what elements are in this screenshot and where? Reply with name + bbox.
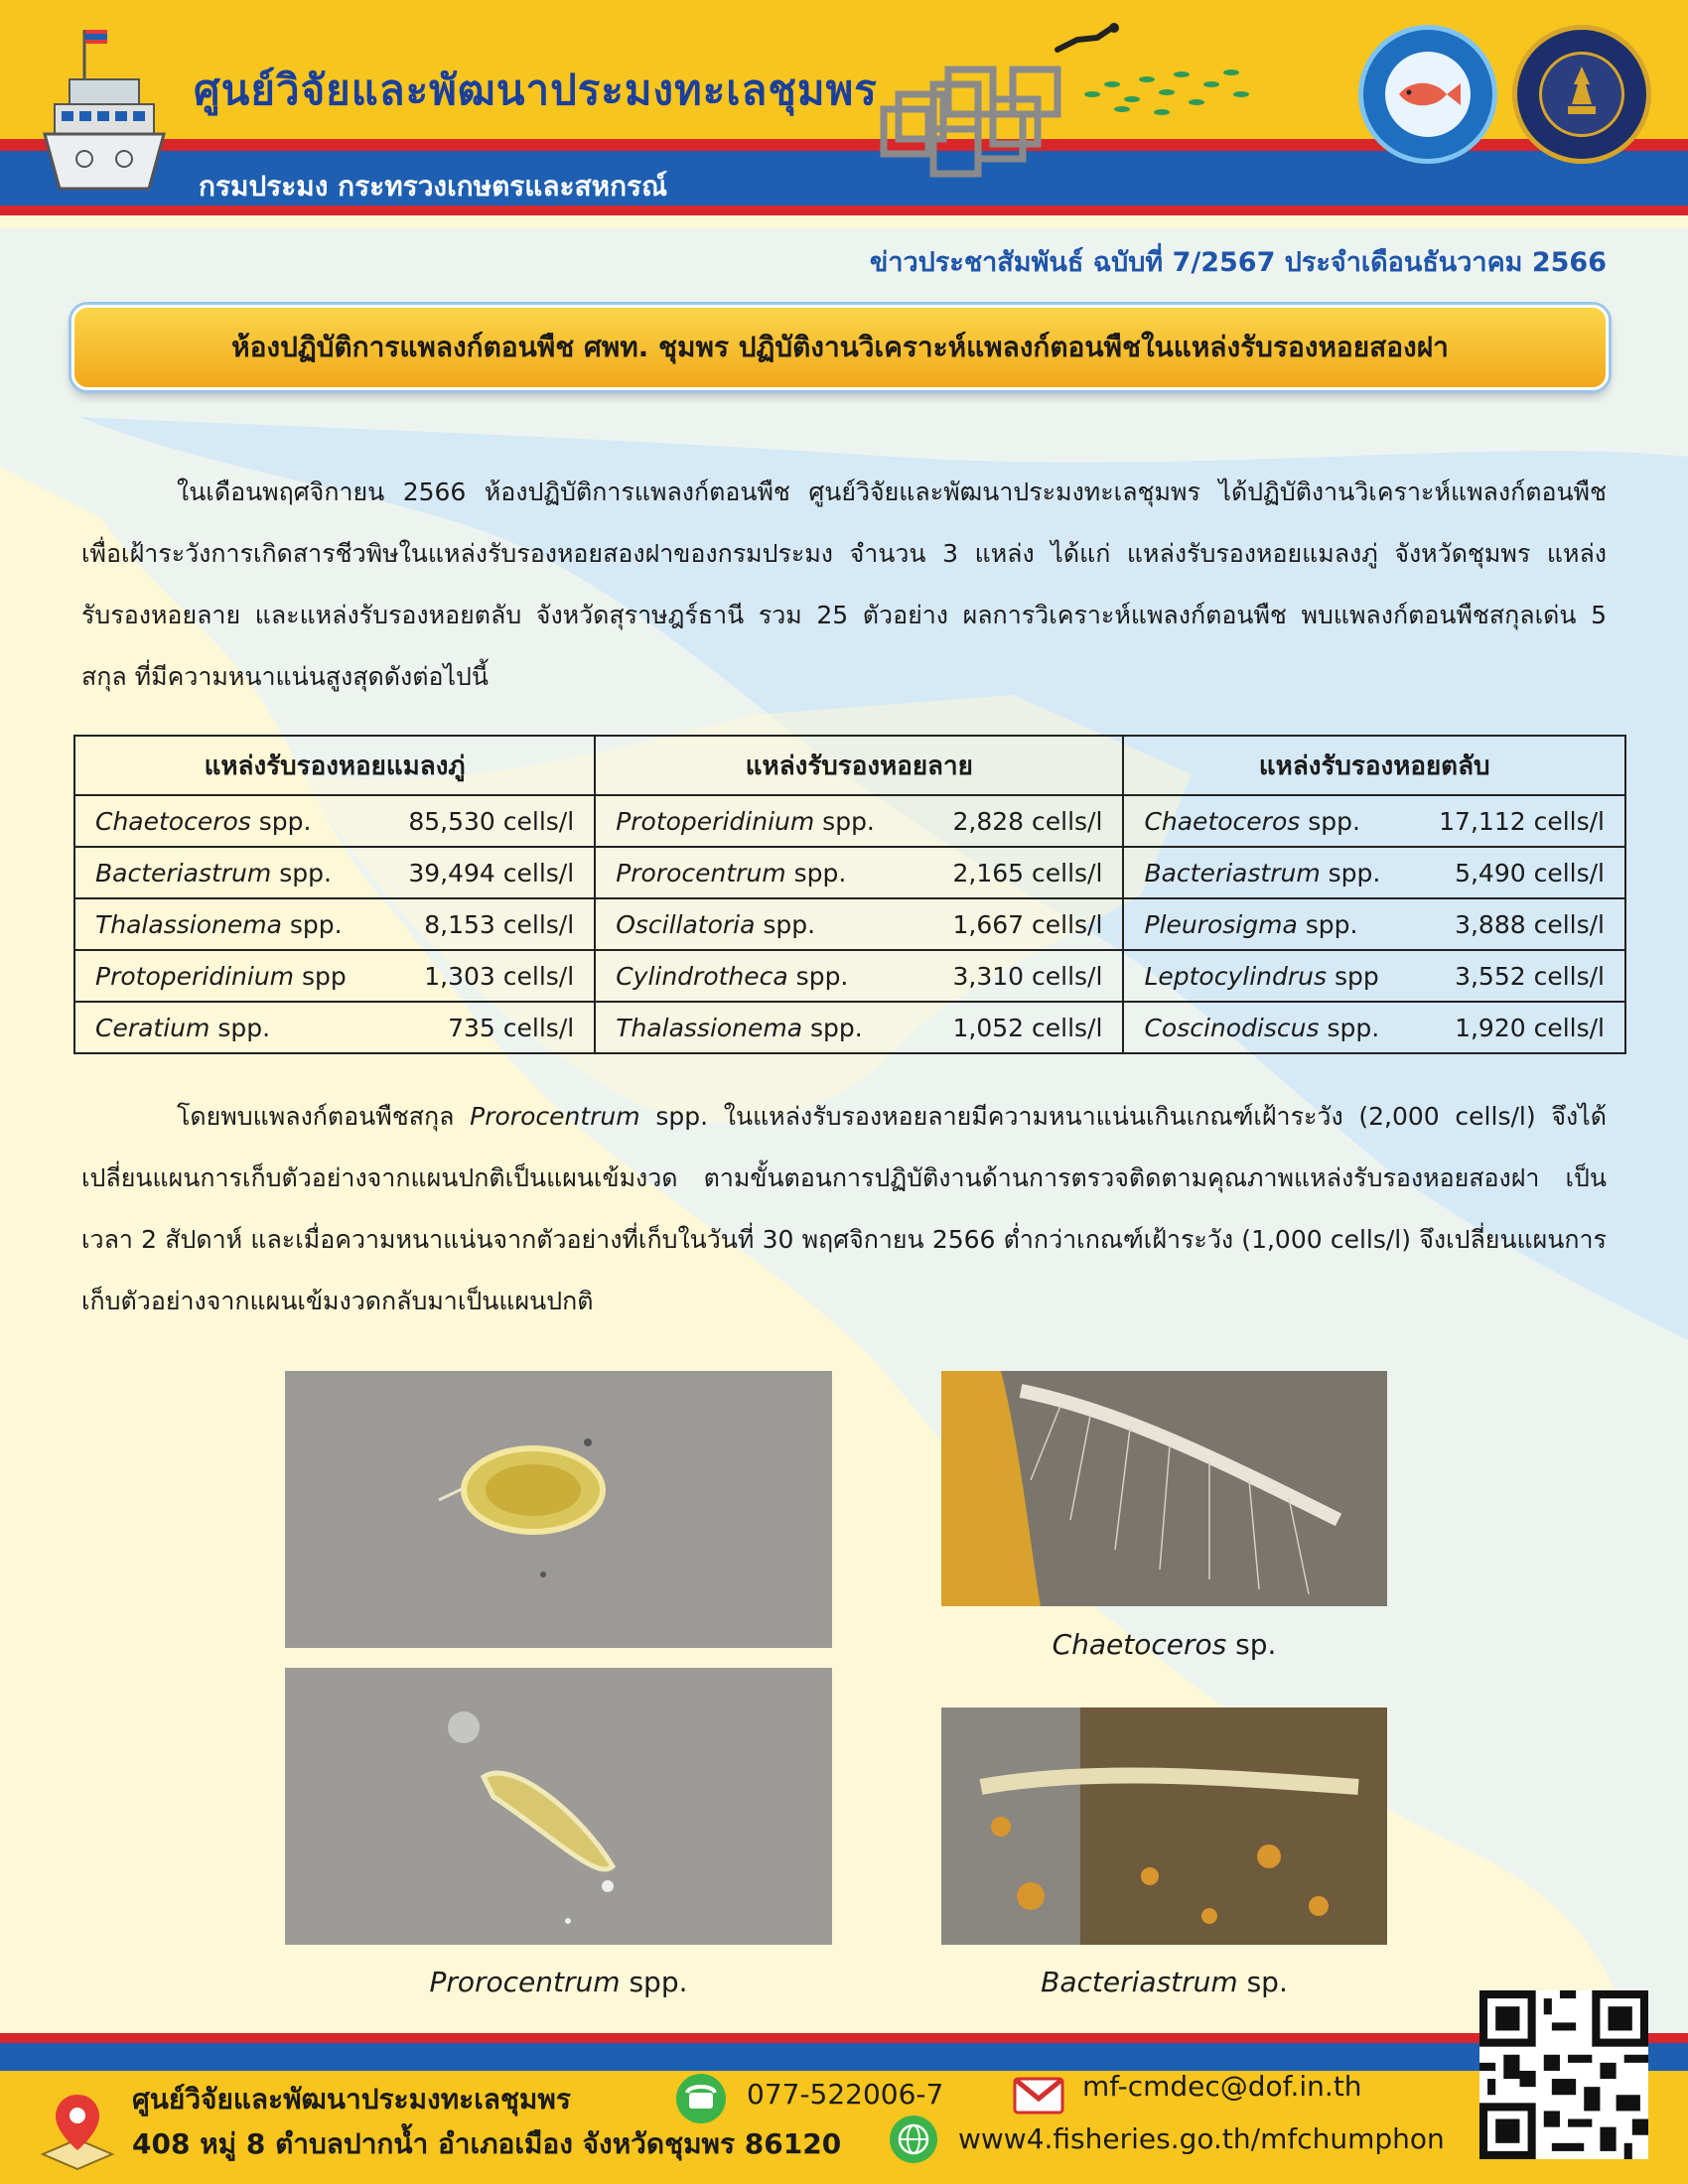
table-row [74, 1002, 1625, 1053]
caption-suffix: sp. [1235, 1628, 1277, 1661]
genus-name: Ceratium [95, 1013, 211, 1042]
caption-chaetoceros [993, 1628, 1336, 1661]
table-cell [1123, 950, 1625, 1002]
result-paragraph-genus: Prorocentrum [470, 1102, 640, 1131]
genus-suffix: spp. [258, 806, 312, 836]
table-cell [74, 795, 595, 847]
fish-school-icon [1072, 55, 1261, 124]
result-paragraph-before: โดยพบแพลงก์ตอนพืชสกุล [177, 1102, 455, 1131]
genus-name: Thalassionema [616, 1013, 803, 1042]
chaetoceros-photo [941, 1371, 1387, 1606]
fish-icon [1385, 52, 1471, 137]
header-subtitle: กรมประมง กระทรวงเกษตรและสหกรณ์ [199, 170, 668, 203]
table-cell [595, 1002, 1123, 1053]
density-value: 1,667 cells/l [952, 909, 1103, 939]
dof-seal-logo [1512, 25, 1651, 164]
genus-suffix: spp [1334, 961, 1379, 991]
genus-suffix: spp. [1327, 1013, 1380, 1042]
footer-org: ศูนย์วิจัยและพัฒนาประมงทะเลชุมพร [132, 2083, 571, 2116]
caption-suffix: spp. [629, 1966, 688, 1998]
density-value: 3,552 cells/l [1455, 961, 1605, 991]
bacteriastrum-photo [941, 1707, 1387, 1945]
genus-name: Chaetoceros [95, 806, 251, 836]
result-paragraph [81, 1086, 1607, 1332]
seal-figure-icon [1542, 55, 1621, 134]
prorocentrum-photo-2 [285, 1668, 832, 1945]
genus-name: Leptocylindrus [1144, 961, 1328, 991]
density-value: 17,112 cells/l [1439, 806, 1605, 836]
genus-suffix: spp. [217, 1013, 271, 1042]
density-value: 3,310 cells/l [952, 961, 1103, 991]
footer-website[interactable]: www4.fisheries.go.th/mfchumphon [958, 2122, 1445, 2155]
qr-code[interactable] [1479, 1990, 1648, 2159]
genus-suffix: spp. [1328, 858, 1381, 887]
table-cell [1123, 795, 1625, 847]
table-cell [595, 898, 1123, 950]
table-row [74, 795, 1625, 847]
footer-stripe-red [0, 2033, 1688, 2043]
genus-name: Protoperidinium [616, 806, 815, 836]
footer-stripe-blue [0, 2043, 1688, 2071]
density-value: 8,153 cells/l [424, 909, 575, 939]
genus-name: Bacteriastrum [95, 858, 272, 887]
genus-name: Pleurosigma [1144, 909, 1298, 939]
result-paragraph-after: spp. ในแหล่งรับรองหอยลายมีความหนาแน่นเกินเกณฑ์เฝ้าระวัง (2,000 cells/l) จึงได้เปลี่ยนแผนการเก็บตัวอย่างจากแผนปกติเป็นแผนเข้มงวด ตามขั้นตอนการปฏิบัติงานด้านการตรวจติดตามคุณภาพแหล่งรับรองหอยสองฝา เป็นเวลา 2 สัปดาห์ และเมื่อความหนาแน่นจากตัวอย่างที่เก็บในวันที่ 30 พฤศจิกายน 2566 ต่ำกว่าเกณฑ์เฝ้าระวัง (1,000 cells/l) จึงเปลี่ยนแผนการเก็บตัวอย่างจากแผนเข้มงวดกลับมาเป็นแผนปกติ [81, 1102, 1607, 1315]
genus-suffix: spp [301, 961, 347, 991]
header-title: ศูนย์วิจัยและพัฒนาประมงทะเลชุมพร [194, 66, 878, 114]
density-value: 3,888 cells/l [1455, 909, 1605, 939]
dof-seal-inner [1539, 52, 1624, 137]
footer-email[interactable]: mf-cmdec@dof.in.th [1082, 2070, 1362, 2103]
caption-genus: Bacteriastrum [1041, 1966, 1238, 1998]
phytoplankton-table [73, 735, 1626, 1054]
table-row [74, 847, 1625, 898]
genus-suffix: spp. [289, 909, 343, 939]
table-cell [595, 950, 1123, 1002]
headline-banner: ห้องปฏิบัติการแพลงก์ตอนพืช ศพท. ชุมพร ปฏิบัติงานวิเคราะห์แพลงก์ตอนพืชในแหล่งรับรองหอยสองฝา [71, 305, 1609, 390]
caption-genus: Prorocentrum [429, 1966, 621, 1998]
ship-icon [40, 20, 169, 194]
caption-bacteriastrum [993, 1966, 1336, 1998]
genus-name: Cylindrotheca [616, 961, 788, 991]
table-row [74, 950, 1625, 1002]
caption-prorocentrum [377, 1966, 740, 1998]
table-row [74, 898, 1625, 950]
intro-paragraph-text: ในเดือนพฤศจิกายน 2566 ห้องปฏิบัติการแพลงก์ตอนพืช ศูนย์วิจัยและพัฒนาประมงทะเลชุมพร ได้ปฏิบัติงานวิเคราะห์แพลงก์ตอนพืช เพื่อเฝ้าระวังการเกิดสารชีวพิษในแหล่งรับรองหอยสองฝาของกรมประมง จำนวน 3 แหล่ง ได้แก่ แหล่งรับรองหอยแมลงภู่ จังหวัดชุมพร แหล่งรับรองหอยลาย และแหล่งรับรองหอยตลับ จังหวัดสุราษฎร์ธานี รวม 25 ตัวอย่าง ผลการวิเคราะห์แพลงก์ตอนพืช พบแพลงก์ตอนพืชสกุลเด่น 5 สกุล ที่มีความหนาแน่นสูงสุดดังต่อไปนี้ [81, 478, 1607, 691]
density-value: 735 cells/l [448, 1013, 575, 1042]
density-value: 1,920 cells/l [1455, 1013, 1605, 1042]
genus-name: Oscillatoria [616, 909, 756, 939]
density-value: 5,490 cells/l [1455, 858, 1605, 887]
density-value: 2,828 cells/l [952, 806, 1103, 836]
email-icon [1013, 2073, 1064, 2116]
genus-suffix: spp. [795, 961, 849, 991]
issue-line: ข่าวประชาสัมพันธ์ ฉบับที่ 7/2567 ประจำเดือนธันวาคม 2566 [869, 247, 1607, 278]
table-cell [595, 847, 1123, 898]
intro-paragraph [81, 462, 1607, 708]
page-header [0, 0, 1688, 228]
density-value: 2,165 cells/l [952, 858, 1103, 887]
genus-name: Coscinodiscus [1144, 1013, 1320, 1042]
genus-suffix: spp. [822, 806, 875, 836]
location-icon [38, 2085, 117, 2174]
genus-suffix: spp. [1305, 909, 1358, 939]
density-value: 85,530 cells/l [408, 806, 575, 836]
diver-icon [1053, 20, 1122, 60]
density-value: 39,494 cells/l [408, 858, 575, 887]
genus-name: Chaetoceros [1144, 806, 1301, 836]
genus-suffix: spp. [1308, 806, 1360, 836]
table-cell [74, 847, 595, 898]
table-cell [74, 950, 595, 1002]
genus-suffix: spp. [810, 1013, 863, 1042]
genus-suffix: spp. [763, 909, 816, 939]
genus-name: Prorocentrum [616, 858, 786, 887]
caption-suffix: sp. [1246, 1966, 1288, 1998]
footer-phone[interactable]: 077-522006-7 [747, 2078, 944, 2111]
fish-logo [1358, 25, 1497, 164]
phone-icon [675, 2073, 727, 2124]
fish-logo-inner [1385, 52, 1471, 137]
artificial-reef-icon [874, 55, 1072, 184]
table-cell [1123, 898, 1625, 950]
genus-name: Bacteriastrum [1144, 858, 1321, 887]
table-cell [1123, 1002, 1625, 1053]
table-cell [74, 898, 595, 950]
table-header: แหล่งรับรองหอยลาย [595, 736, 1123, 795]
table-header: แหล่งรับรองหอยตลับ [1123, 736, 1625, 795]
footer-address: 408 หมู่ 8 ตำบลปากน้ำ อำเภอเมือง จังหวัดชุมพร 86120 [132, 2127, 842, 2160]
genus-suffix: spp. [279, 858, 332, 887]
caption-genus: Chaetoceros [1052, 1628, 1227, 1661]
genus-suffix: spp. [793, 858, 847, 887]
table-cell [595, 795, 1123, 847]
table-header: แหล่งรับรองหอยแมลงภู่ [74, 736, 595, 795]
table-cell [1123, 847, 1625, 898]
genus-name: Protoperidinium [95, 961, 295, 991]
web-icon [889, 2115, 938, 2164]
prorocentrum-photo-1 [285, 1371, 832, 1648]
density-value: 1,303 cells/l [424, 961, 575, 991]
table-header-row [74, 736, 1625, 795]
table-cell [74, 1002, 595, 1053]
density-value: 1,052 cells/l [952, 1013, 1103, 1042]
genus-name: Thalassionema [95, 909, 282, 939]
